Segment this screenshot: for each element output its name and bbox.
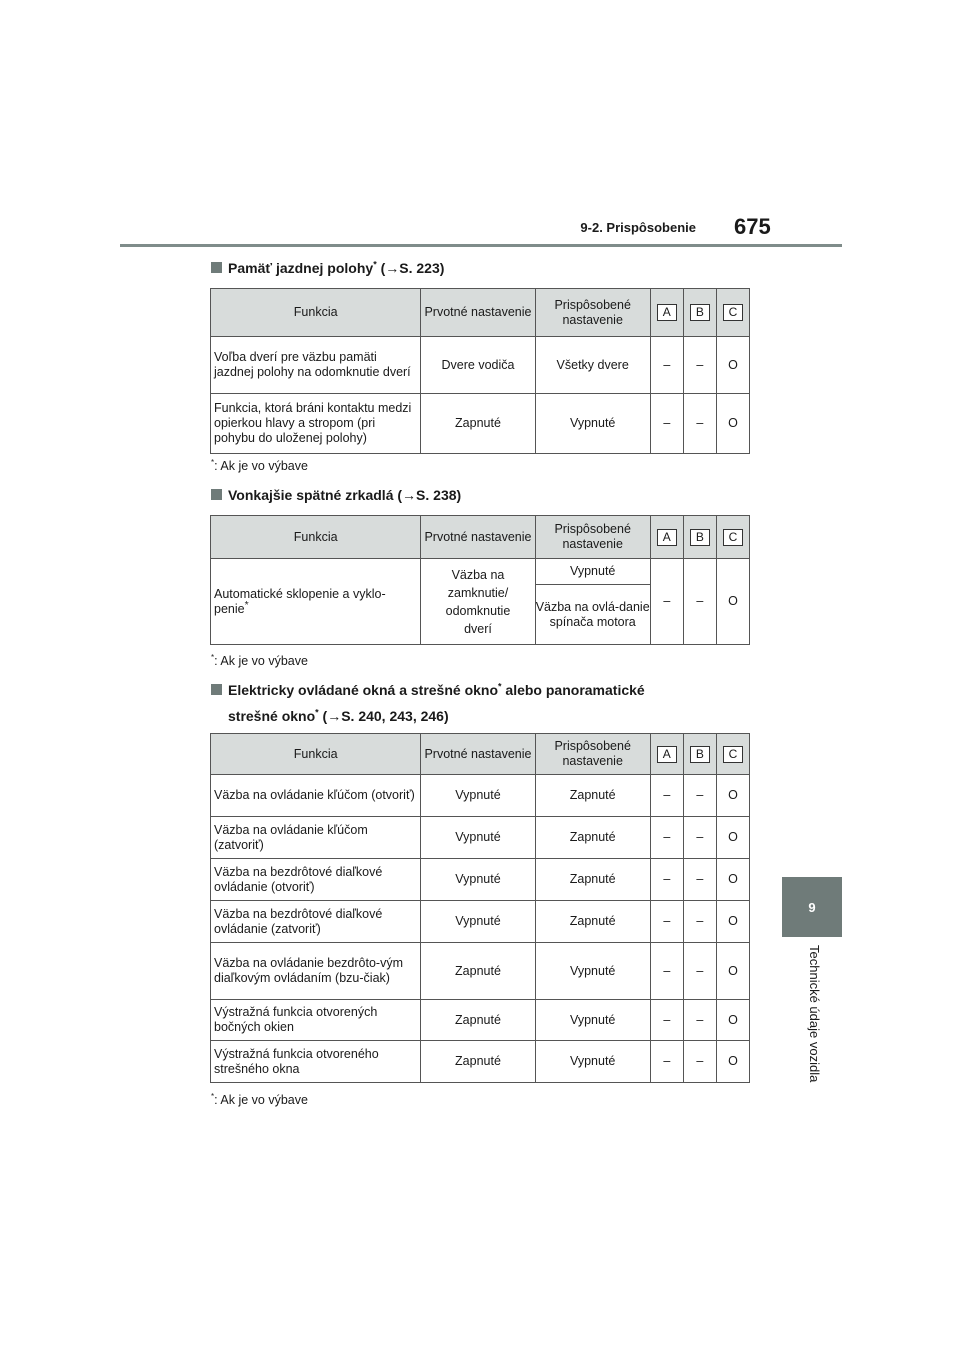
table-row: Automatické sklopenie a vyklo-penie* Väzba na zamknutie/ odomknutie dverí Vypnuté – – O <box>211 559 750 585</box>
page-number: 675 <box>734 214 771 239</box>
table-row: Výstražná funkcia otvorených bočných okien Zapnuté Vypnuté – – O <box>211 1000 750 1041</box>
chapter-number: 9 <box>808 899 816 915</box>
table-header-row: Funkcia Prvotné nastavenie Prispôsobené nastavenie A B C <box>211 734 750 775</box>
table-mirrors <box>210 515 750 645</box>
table-row: Výstražná funkcia otvoreného strešného okna Zapnuté Vypnuté – – O <box>211 1041 750 1083</box>
section-title: 9-2. Prispôsobenie <box>580 220 696 235</box>
table-row: Voľba dverí pre väzbu pamäti jazdnej polohy na odomknutie dverí Dvere vodiča Všetky dvere – – O <box>211 337 750 394</box>
square-bullet-icon <box>211 262 222 273</box>
chapter-label: Technické údaje vozidla <box>807 945 822 1083</box>
table-windows <box>210 733 750 1083</box>
heading-windows-line2: strešné okno* (→S. 240, 243, 246) <box>228 707 449 724</box>
table-row: Väzba na ovlá-danie spínača motora <box>211 585 750 645</box>
table-row: Väzba na bezdrôtové diaľkové ovládanie (otvoriť) Vypnuté Zapnuté – – O <box>211 859 750 901</box>
table-seat-memory <box>210 288 750 454</box>
table-row: Väzba na ovládanie kľúčom (zatvoriť) Vypnuté Zapnuté – – O <box>211 817 750 859</box>
footnote: *: Ak je vo výbave <box>211 1091 308 1107</box>
table-row: Funkcia, ktorá bráni kontaktu medzi opierkou hlavy a stropom (pri pohybu do uloženej polohy) Zapnuté Vypnuté – – O <box>211 394 750 454</box>
table-row: Väzba na bezdrôtové diaľkové ovládanie (zatvoriť) Vypnuté Zapnuté – – O <box>211 901 750 943</box>
footnote: *: Ak je vo výbave <box>211 652 308 668</box>
table-row: Väzba na ovládanie kľúčom (otvoriť) Vypnuté Zapnuté – – O <box>211 775 750 817</box>
table-header-row: Funkcia Prvotné nastavenie Prispôsobené nastavenie A B C <box>211 516 750 559</box>
header-rule <box>120 244 842 247</box>
table-header-row: Funkcia Prvotné nastavenie Prispôsobené nastavenie A B C <box>211 289 750 337</box>
heading-windows: Elektricky ovládané okná a strešné okno* alebo panoramatické <box>211 677 645 704</box>
heading-seat-memory: Pamäť jazdnej polohy* (→S. 223) <box>211 255 444 282</box>
chapter-tab <box>782 877 842 937</box>
table-row: Väzba na ovládanie bezdrôto-vým diaľkovým ovládaním (bzu-čiak) Zapnuté Vypnuté – – O <box>211 943 750 1000</box>
square-bullet-icon <box>211 489 222 500</box>
square-bullet-icon <box>211 684 222 695</box>
footnote: *: Ak je vo výbave <box>211 457 308 473</box>
heading-mirrors: Vonkajšie spätné zrkadlá (→S. 238) <box>211 482 461 509</box>
